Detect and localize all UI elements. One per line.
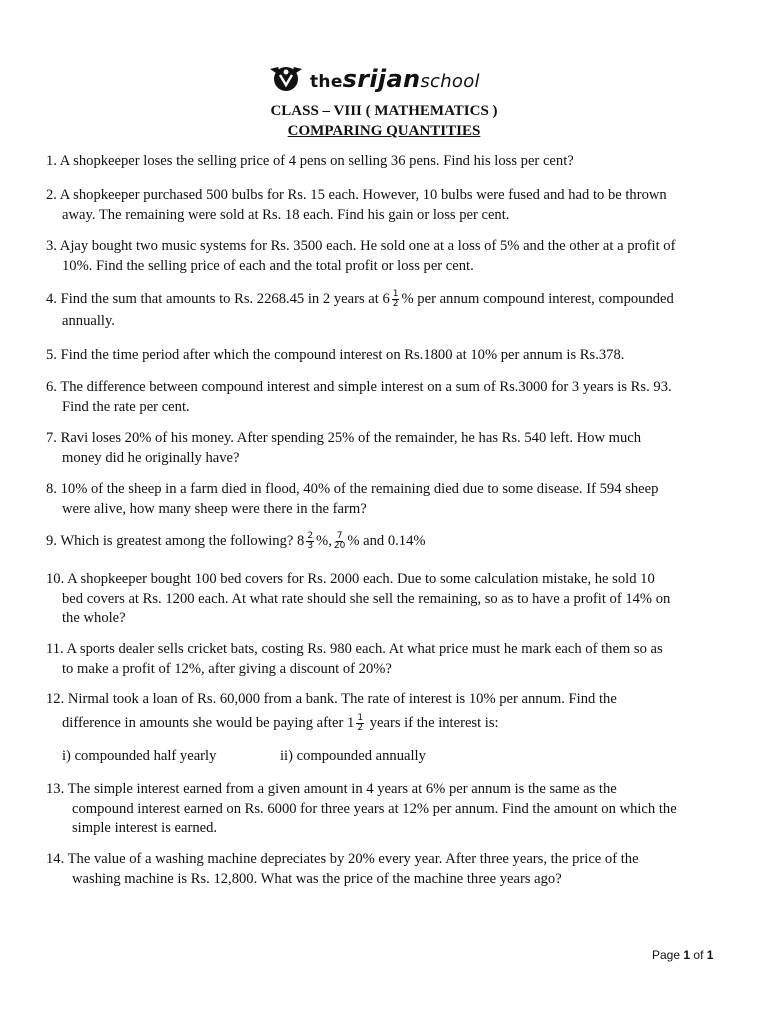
class-title: CLASS – VIII ( MATHEMATICS )	[270, 103, 498, 119]
school-emblem-icon	[266, 63, 306, 95]
question-12: 12. Nirmal took a loan of Rs. 60,000 from a bank. The rate of interest is 10% per annum. Find the difference in amounts she would be paying after 1 $\frac{1}{2}$ years if the interest is:	[46, 691, 617, 733]
question-7: 7. Ravi loses 20% of his money. After spending 25% of the remainder, he has Rs. 540 left. How much money did he originally have?	[46, 430, 642, 466]
page-number: Page 1 of 1	[652, 948, 714, 962]
question-8: 8. 10% of the sheep in a farm died in flood, 40% of the remaining died due to some disease. If 594 sheep were alive, how many sheep were there in the farm?	[46, 481, 659, 517]
question-6: 6. The difference between compound interest and simple interest on a sum of Rs.3000 for 3 years is Rs. 93. Find the rate per cent.	[46, 379, 672, 415]
chapter-title: COMPARING QUANTITIES	[287, 123, 481, 139]
option-annually: ii) compounded annually	[280, 748, 426, 764]
option-half-yearly: i) compounded half yearly	[62, 748, 217, 764]
school-name: thesrijanschool	[310, 65, 480, 93]
fraction: $\frac{2}{3}$	[307, 531, 314, 552]
question-4: 4. Find the sum that amounts to Rs. 2268.45 in 2 years at 6 $\frac{1}{2}$ % per annum compound interest, compounded annually.	[46, 289, 674, 329]
question-11: 11. A sports dealer sells cricket bats, costing Rs. 980 each. At what price must he mark each of them so as to make a profit of 12%, after giving a discount of 20%?	[46, 641, 663, 677]
question-1: 1. A shopkeeper loses the selling price of 4 pens on selling 36 pens. Find his loss per cent?	[46, 153, 574, 169]
fraction: $\frac{1}{2}$	[392, 289, 399, 310]
question-3: 3. Ajay bought two music systems for Rs. 3500 each. He sold one at a loss of 5% and the other at a profit of 10%. Find the selling price of each and the total profit or loss per cent.	[46, 238, 676, 274]
question-14: 14. The value of a washing machine depreciates by 20% every year. After three years, the price of the washing machine is Rs. 12,800. What was the price of the machine three years ago?	[46, 851, 639, 887]
question-5: 5. Find the time period after which the compound interest on Rs.1800 at 10% per annum is Rs.378.	[46, 347, 625, 363]
question-2: 2. A shopkeeper purchased 500 bulbs for Rs. 15 each. However, 10 bulbs were fused and had to be thrown away. The remaining were sold at Rs. 18 each. Find his gain or loss per cent.	[46, 187, 667, 223]
question-9: 9. Which is greatest among the following? 8 $\frac{2}{3}$ %, $\frac{7}{20}$ % and 0.14%	[46, 531, 426, 552]
fraction: $\frac{1}{2}$	[357, 712, 364, 733]
fraction: $\frac{7}{20}$	[333, 531, 346, 552]
school-logo	[266, 62, 480, 96]
question-13: 13. The simple interest earned from a given amount in 4 years at 6% per annum is the same as the compound interest earned on Rs. 6000 for three years at 12% per annum. Find the amount on which the simple interest is earned.	[46, 781, 677, 836]
question-10: 10. A shopkeeper bought 100 bed covers for Rs. 2000 each. Due to some calculation mistake, he sold 10 bed covers at Rs. 1200 each. At what rate should she sell the remaining, so as to have a profit of 14% on the whole?	[46, 571, 671, 626]
